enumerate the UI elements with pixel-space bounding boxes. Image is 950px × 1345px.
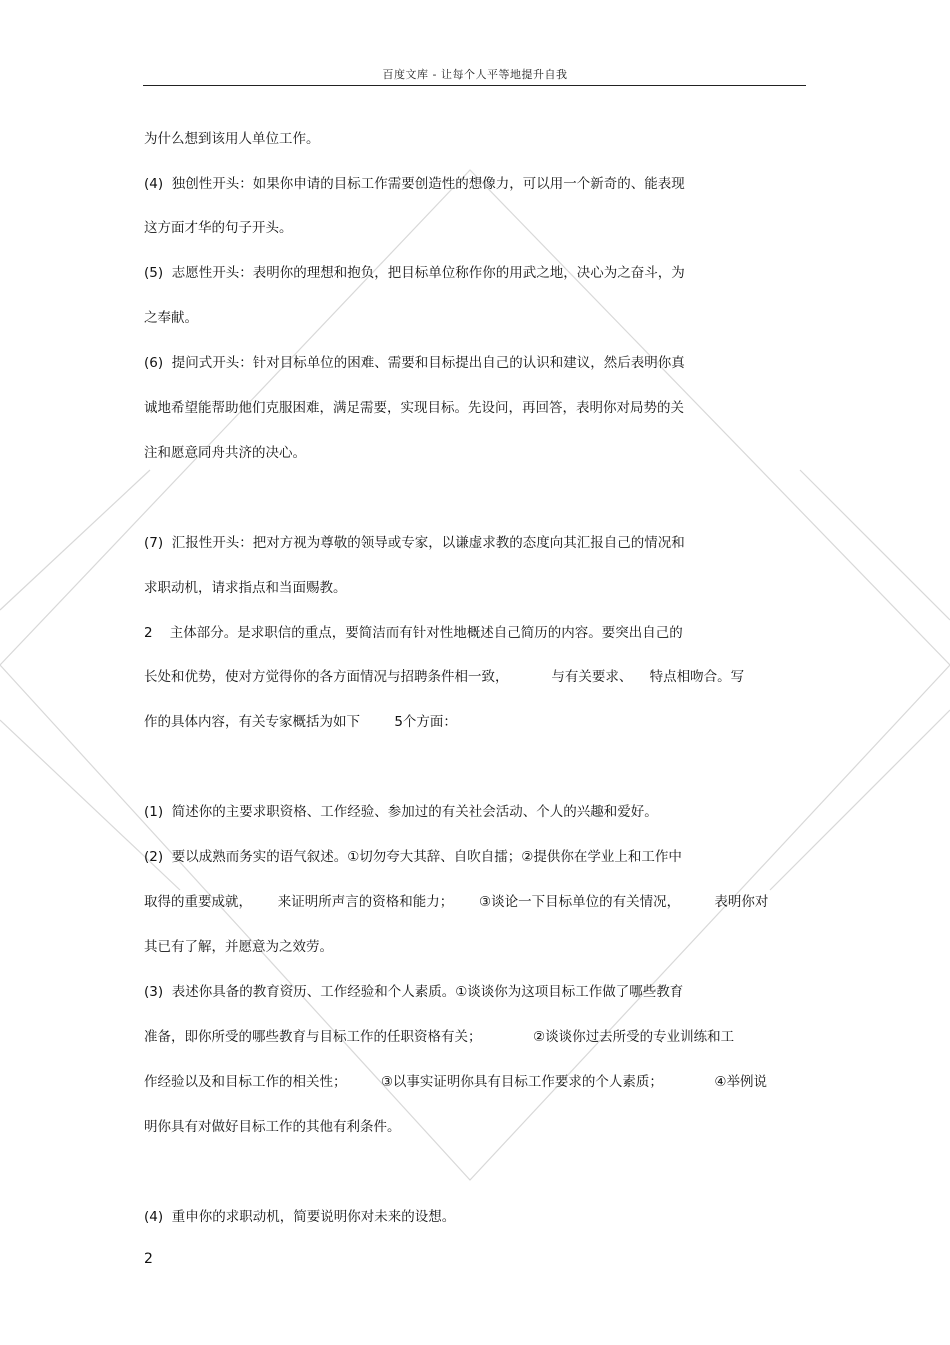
body-line: 之奉献。 — [144, 310, 198, 326]
body-line: 注和愿意同舟共济的决心。 — [144, 445, 306, 461]
page-header: 百度文库 - 让每个人平等地提升自我 — [382, 68, 568, 81]
body-line: 求职动机，请求指点和当面赐教。 — [144, 580, 347, 596]
body-line: 取得的重要成就， 来证明所声言的资格和能力； ③谈论一下目标单位的有关情况， 表明你对 — [144, 894, 769, 910]
body-line: (3) 表述你具备的教育资历、工作经验和个人素质。①谈谈你为这项目标工作做了哪些教育 — [144, 984, 684, 1000]
body-line: 长处和优势，使对方觉得你的各方面情况与招聘条件相一致， 与有关要求、 特点相吻合。写 — [144, 669, 745, 685]
body-line: 其已有了解，并愿意为之效劳。 — [144, 939, 333, 955]
body-line: 作经验以及和目标工作的相关性； ③以事实证明你具有目标工作要求的个人素质； ④举例说 — [144, 1074, 768, 1090]
body-line: (1) 简述你的主要求职资格、工作经验、参加过的有关社会活动、个人的兴趣和爱好。 — [144, 804, 658, 820]
body-line: (6) 提问式开头：针对目标单位的困难、需要和目标提出自己的认识和建议，然后表明你真 — [144, 355, 685, 371]
body-line: 2 主体部分。是求职信的重点，要简洁而有针对性地概述自己简历的内容。要突出自己的 — [144, 625, 683, 641]
body-line: 为什么想到该用人单位工作。 — [144, 131, 320, 147]
body-line: 明你具有对做好目标工作的其他有利条件。 — [144, 1119, 401, 1135]
body-line: (4) 独创性开头：如果你申请的目标工作需要创造性的想像力，可以用一个新奇的、能表现 — [144, 176, 685, 192]
header-rule — [143, 85, 806, 86]
body-line: (5) 志愿性开头：表明你的理想和抱负，把目标单位称作你的用武之地，决心为之奋斗，为 — [144, 265, 685, 281]
body-line: 这方面才华的句子开头。 — [144, 220, 293, 236]
body-line: (2) 要以成熟而务实的语气叙述。①切勿夸大其辞、自吹自擂；②提供你在学业上和工作中 — [144, 849, 682, 865]
body-line: 准备，即你所受的哪些教育与目标工作的任职资格有关； ②谈谈你过去所受的专业训练和工 — [144, 1029, 735, 1045]
body-line: (7) 汇报性开头：把对方视为尊敬的领导或专家，以谦虚求教的态度向其汇报自己的情况和 — [144, 535, 685, 551]
body-line: 作的具体内容，有关专家概括为如下 5个方面： — [144, 714, 457, 730]
body-line: 诚地希望能帮助他们克服困难，满足需要，实现目标。先设问，再回答，表明你对局势的关 — [144, 400, 684, 416]
page-number: 2 — [144, 1251, 153, 1267]
body-line: (4) 重申你的求职动机，简要说明你对未来的设想。 — [144, 1209, 456, 1225]
